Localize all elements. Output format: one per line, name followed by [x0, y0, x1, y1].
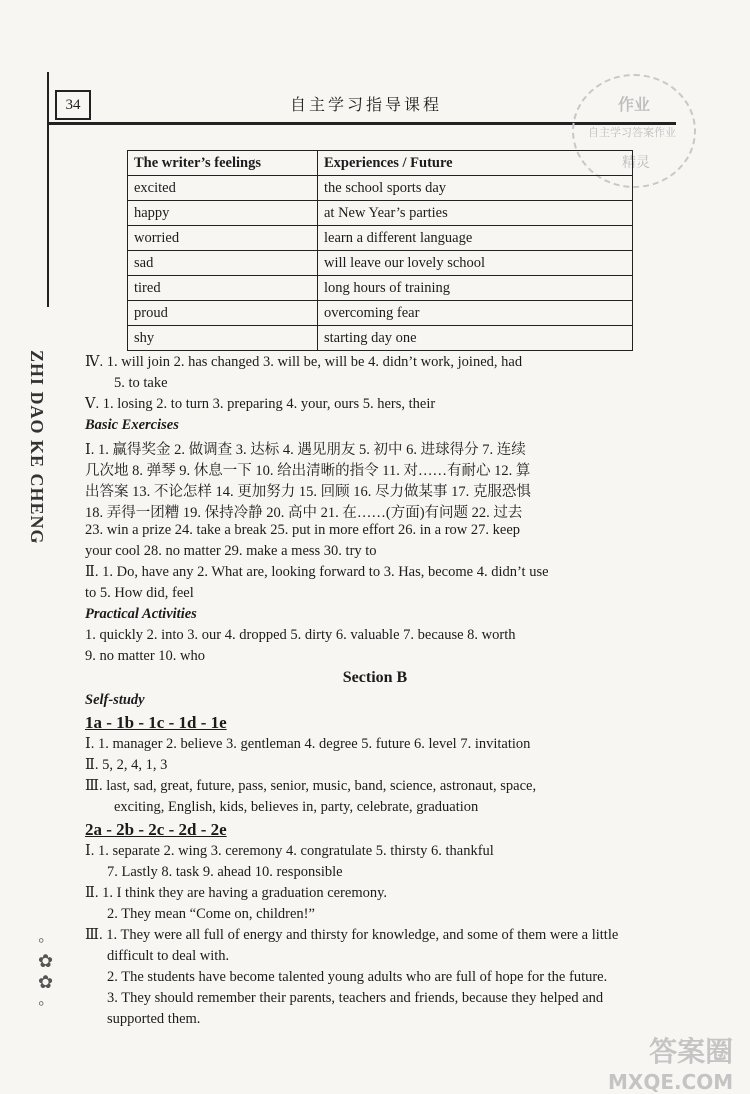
watermark-text-2: MXQE.COM: [608, 1070, 734, 1094]
page-number: 34: [55, 90, 91, 120]
answer-line: Ⅰ. 1. manager 2. believe 3. gentleman 4. degree 5. future 6. level 7. invitation: [85, 736, 531, 752]
section-heading-self-study: Self-study: [85, 692, 145, 708]
answer-line: Ⅱ. 5, 2, 4, 1, 3: [85, 757, 168, 773]
table-row: [128, 201, 633, 226]
answer-line: Ⅲ. last, sad, great, future, pass, senior, music, band, science, astronaut, space,: [85, 778, 537, 794]
answer-line: Ⅱ. 1. Do, have any 2. What are, looking forward to 3. Has, become 4. didn’t use: [85, 564, 549, 580]
table-cell: overcoming fear: [318, 301, 633, 326]
table-cell: sad: [128, 251, 318, 276]
feelings-table: [127, 150, 633, 351]
answer-line: supported them.: [107, 1011, 201, 1027]
table-cell: learn a different language: [318, 226, 633, 251]
answer-line: 23. win a prize 24. take a break 25. put in more effort 26. in a row 27. keep: [85, 522, 520, 538]
table-row: [128, 226, 633, 251]
margin-rule: [47, 72, 49, 307]
table-cell: tired: [128, 276, 318, 301]
answer-line: 18. 弄得一团糟 19. 保持冷静 20. 高中 21. 在……(方面)有问题 22. 过去: [85, 505, 523, 521]
table-row: [128, 276, 633, 301]
table-cell: the school sports day: [318, 176, 633, 201]
table-row: [128, 251, 633, 276]
answer-line: 9. no matter 10. who: [85, 648, 206, 664]
table-row: [128, 301, 633, 326]
section-heading-basic: Basic Exercises: [85, 417, 179, 433]
answer-line: 1. quickly 2. into 3. our 4. dropped 5. dirty 6. valuable 7. because 8. worth: [85, 627, 516, 643]
table-row: [128, 326, 633, 351]
table-cell: starting day one: [318, 326, 633, 351]
running-title: 自主学习指导课程: [290, 95, 443, 114]
table-cell: excited: [128, 176, 318, 201]
answer-line: Ⅱ. 1. I think they are having a graduation ceremony.: [85, 885, 388, 901]
answer-line: Ⅴ. 1. losing 2. to turn 3. preparing 4. your, ours 5. hers, their: [85, 396, 436, 412]
section-b-title: Section B: [342, 669, 408, 686]
answer-line: Ⅲ. 1. They were all full of energy and thirsty for knowledge, and some of them were a little: [85, 927, 619, 943]
answer-line: exciting, English, kids, believes in, party, celebrate, graduation: [114, 799, 479, 815]
table-header: The writer’s feelings: [128, 151, 318, 176]
table-header-row: [128, 151, 633, 176]
section-heading-practical: Practical Activities: [85, 606, 197, 622]
answer-line: 出答案 13. 不论怎样 14. 更加努力 15. 回顾 16. 尽力做某事 17. 克服恐惧: [85, 484, 531, 500]
stamp-text-1: 作业: [618, 95, 651, 114]
side-mark: ◦ ✿ ✿ ◦: [38, 930, 54, 1013]
answer-line: 3. They should remember their parents, teachers and friends, because they helped and: [107, 990, 604, 1006]
answer-line: Ⅳ. 1. will join 2. has changed 3. will be, will be 4. didn’t work, joined, had: [85, 354, 523, 370]
table-header: Experiences / Future: [318, 151, 633, 176]
side-banner: [26, 350, 58, 1013]
answer-line: Ⅰ. 1. 赢得奖金 2. 做调查 3. 达标 4. 遇见朋友 5. 初中 6. 进球得分 7. 连续: [85, 442, 526, 458]
step-heading-1: 1a - 1b - 1c - 1d - 1e: [85, 713, 227, 732]
stamp-text-3: 精灵: [622, 155, 650, 171]
answer-line: 5. to take: [114, 375, 168, 391]
answer-line: 2. They mean “Come on, children!”: [107, 906, 315, 922]
side-title: ZHI DAO KE CHENG: [27, 350, 47, 545]
table-cell: happy: [128, 201, 318, 226]
watermark-logo: [608, 1030, 734, 1094]
answer-line: your cool 28. no matter 29. make a mess 30. try to: [85, 543, 377, 559]
answer-line: Ⅰ. 1. separate 2. wing 3. ceremony 4. congratulate 5. thirsty 6. thankful: [85, 843, 494, 859]
table-cell: worried: [128, 226, 318, 251]
table-cell: at New Year’s parties: [318, 201, 633, 226]
table-cell: will leave our lovely school: [318, 251, 633, 276]
answer-line: difficult to deal with.: [107, 948, 230, 964]
watermark-text-1: 答案圈: [649, 1035, 734, 1068]
table-row: [128, 176, 633, 201]
stamp-text-2: 自主学习答案作业: [588, 126, 676, 139]
answer-line: to 5. How did, feel: [85, 585, 194, 601]
answer-line: 2. The students have become talented young adults who are full of hope for the future.: [107, 969, 608, 985]
table-cell: proud: [128, 301, 318, 326]
answer-line: 7. Lastly 8. task 9. ahead 10. responsible: [107, 864, 343, 880]
table-cell: shy: [128, 326, 318, 351]
table-cell: long hours of training: [318, 276, 633, 301]
answer-line: 几次地 8. 弹琴 9. 休息一下 10. 给出清晰的指令 11. 对……有耐心 12. 算: [85, 463, 531, 479]
step-heading-2: 2a - 2b - 2c - 2d - 2e: [85, 820, 227, 839]
